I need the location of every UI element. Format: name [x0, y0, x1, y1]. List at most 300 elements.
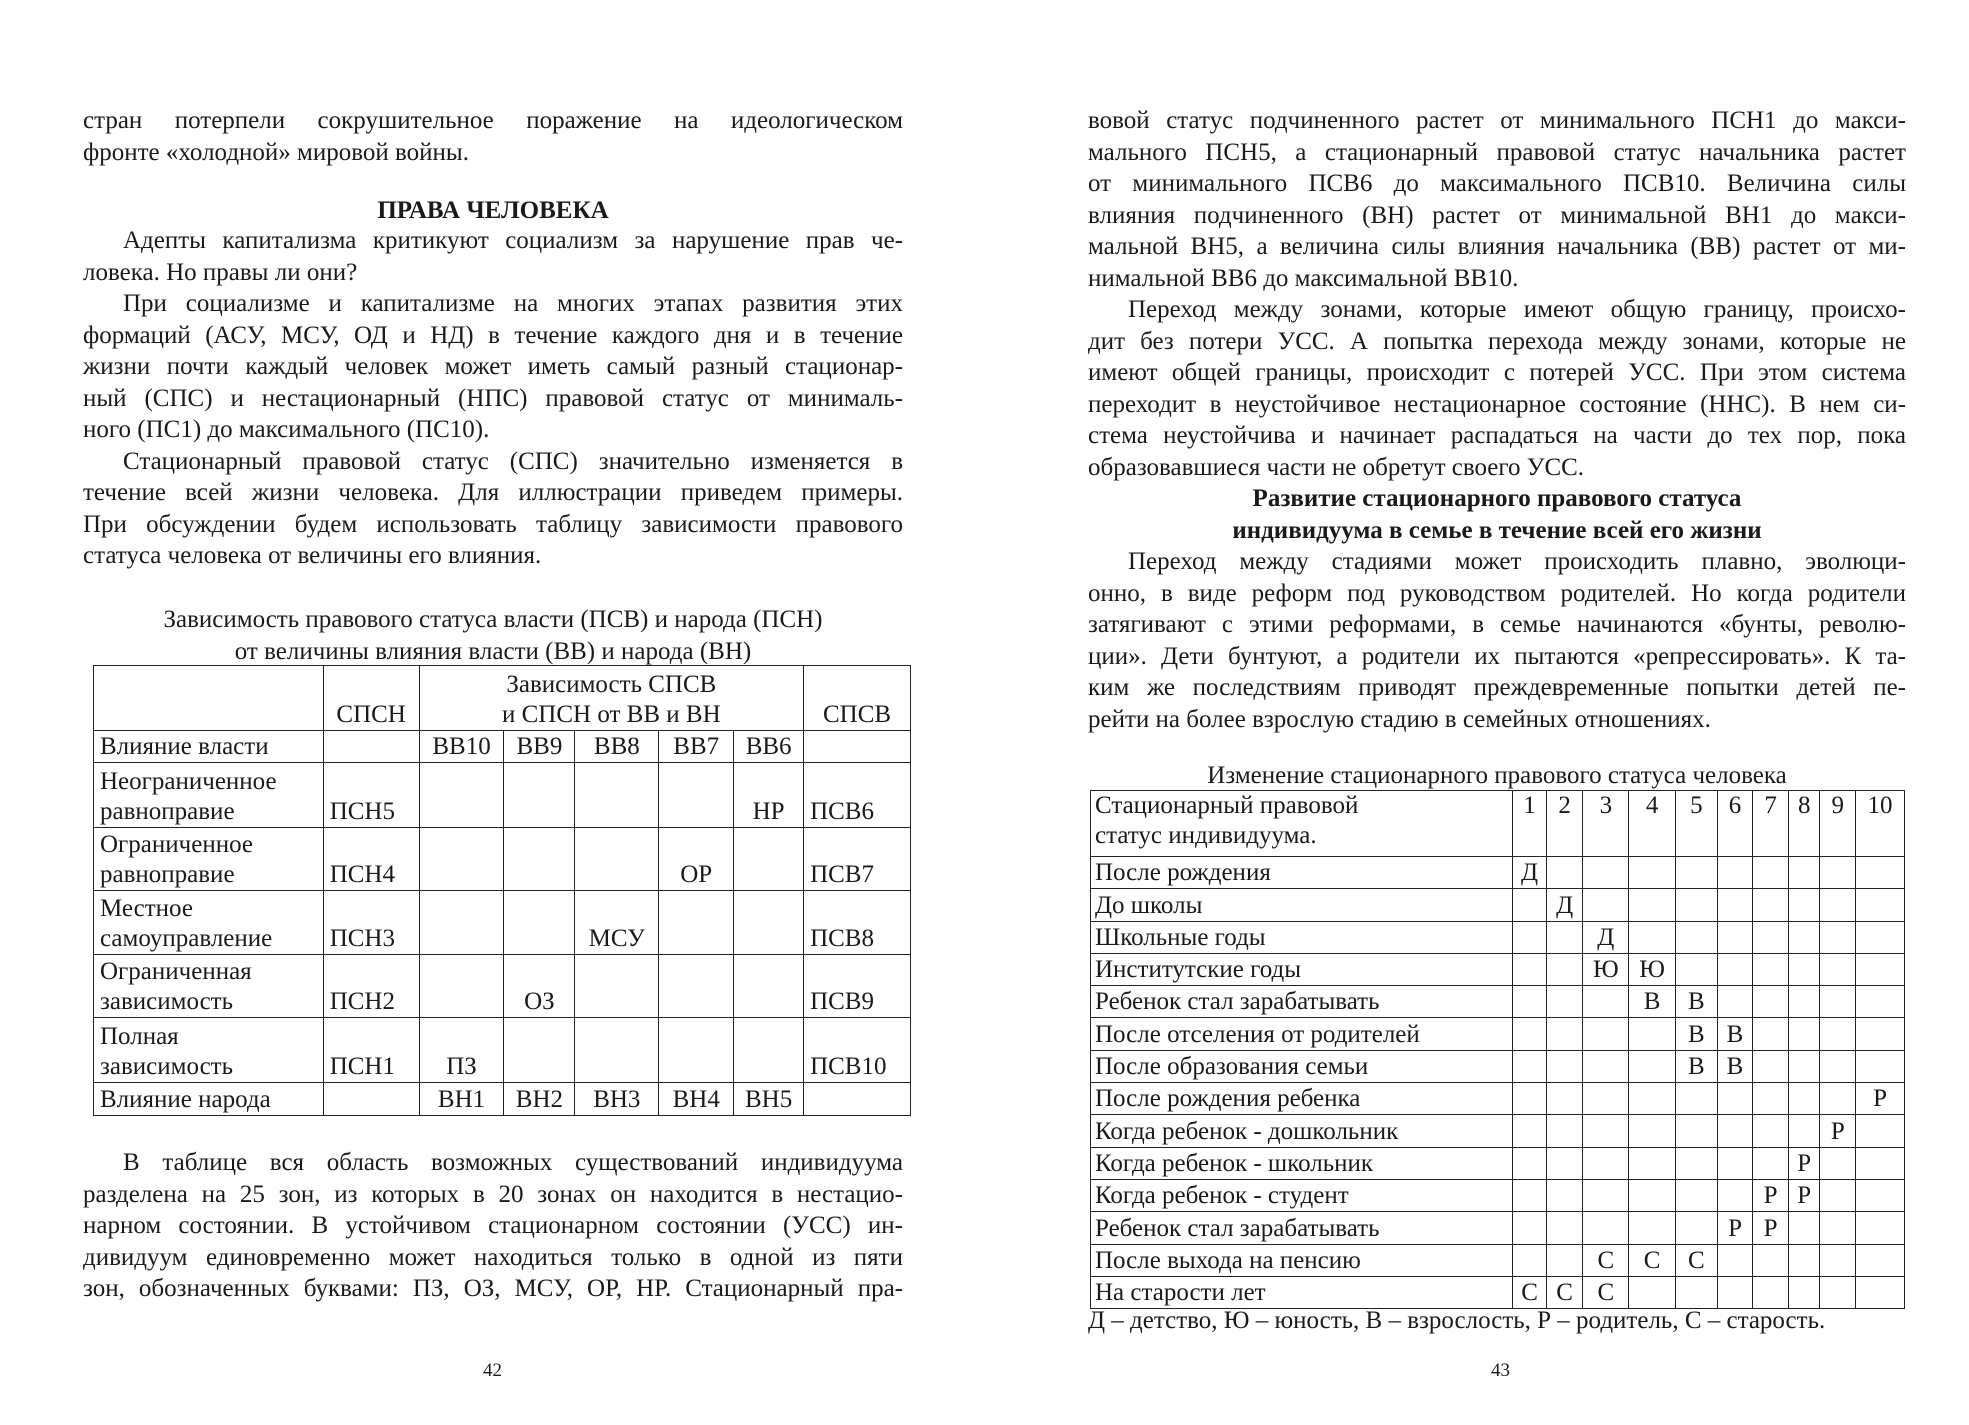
header-line: статус индивидуума.: [1095, 822, 1317, 849]
body-text: [83, 225, 903, 572]
table-cell: [1717, 986, 1753, 1018]
table-cell: С: [1546, 1276, 1583, 1308]
table-cell: [734, 1018, 804, 1083]
table-row: [1091, 857, 1905, 889]
table-cell: [1513, 1179, 1547, 1211]
table-cell: [504, 828, 575, 891]
table-cell: [1820, 921, 1856, 953]
table-cell: [1629, 889, 1676, 921]
text-line: статуса человека от величины его влияния.: [83, 542, 542, 569]
status-influence-table: [93, 665, 911, 1116]
table-cell: [419, 891, 504, 955]
table-cell: [659, 955, 734, 1018]
table-cell: [659, 1018, 734, 1083]
table-cell: [1546, 1115, 1583, 1147]
table-cell: [1629, 921, 1676, 953]
table-cell: ВН2: [504, 1083, 575, 1116]
row-label-cell: На старости лет: [1091, 1276, 1513, 1308]
row-label-line: равноправие: [100, 798, 235, 825]
table-cell: [1546, 1050, 1583, 1082]
table-cell: [419, 955, 504, 1018]
table-cell: [323, 731, 419, 763]
text-line: формаций (АСУ, МСУ, ОД и НД) в течение каждого дня и в течение: [83, 321, 903, 349]
table-cell: [1717, 1115, 1753, 1147]
table-row: [1091, 1115, 1905, 1147]
table-cell: В: [1676, 986, 1718, 1018]
table-header-row: [1091, 791, 1905, 857]
table-cell: ВН1: [419, 1083, 504, 1116]
table-cell: [1676, 921, 1718, 953]
table-row: [1091, 889, 1905, 921]
text-line: Развитие стационарного правового статуса: [1252, 485, 1742, 512]
table-cell: [1676, 1147, 1718, 1179]
text-line: переходит в неустойчивое нестационарное состояние (ННС). В нем си-: [1088, 390, 1906, 418]
table-row: [1091, 986, 1905, 1018]
table-cell: [1717, 953, 1753, 985]
table-cell: [1513, 1115, 1547, 1147]
text-line: фронте «холодной» мировой войны.: [83, 138, 469, 166]
table-cell: [323, 1083, 419, 1116]
column-header: 10: [1856, 791, 1905, 857]
row-label-cell: [94, 891, 324, 955]
table-cell: [1676, 857, 1718, 889]
table-cell: [504, 891, 575, 955]
table-cell: [1788, 857, 1820, 889]
table-cell: [1546, 953, 1583, 985]
row-label-cell: [94, 1018, 324, 1083]
text-line: ного (ПС1) до максимального (ПС10).: [83, 416, 490, 443]
row-label-cell: До школы: [1091, 889, 1513, 921]
table-cell: [1583, 1018, 1629, 1050]
table-cell: [1676, 953, 1718, 985]
table-caption: [1088, 760, 1906, 792]
table-cell: ПСН4: [323, 828, 419, 891]
table-cell: Д: [1513, 857, 1547, 889]
row-label-cell: Когда ребенок - студент: [1091, 1179, 1513, 1211]
table-cell: [1856, 1147, 1905, 1179]
table-cell: [1513, 1147, 1547, 1179]
table-cell: [1753, 1115, 1789, 1147]
table-cell: [1820, 1179, 1856, 1211]
table-row: [94, 1018, 911, 1083]
table-row: [94, 891, 911, 955]
table-cell: [1513, 921, 1547, 953]
table-cell: [804, 1083, 911, 1116]
row-label-cell: [94, 763, 324, 828]
table-cell: ПСН3: [323, 891, 419, 955]
table-cell: [1629, 857, 1676, 889]
table-row: [1091, 1147, 1905, 1179]
table-cell: [1676, 889, 1718, 921]
table-cell: [1629, 1179, 1676, 1211]
text-line: Переход между стадиями может происходить плавно, эволюци-: [1128, 548, 1906, 575]
table-cell: НР: [734, 763, 804, 828]
table-cell: [1820, 1244, 1856, 1276]
table-cell: ПСВ6: [804, 763, 911, 828]
table-row: [1091, 1179, 1905, 1211]
intro-text: [83, 105, 903, 168]
row-label-line: Ограниченная: [100, 958, 252, 985]
text-line: зон, обозначенных буквами: ПЗ, ОЗ, МСУ, ОР, НР. Стационарный пра-: [83, 1275, 903, 1302]
table-cell: ОР: [659, 828, 734, 891]
table-cell: [1629, 1115, 1676, 1147]
text-line: Адепты капитализма критикуют социализм за нарушение прав че-: [123, 227, 903, 254]
table-cell: [1546, 857, 1583, 889]
row-label-cell: Ребенок стал зарабатывать: [1091, 986, 1513, 1018]
table-cell: [1583, 1050, 1629, 1082]
table-cell: [1583, 1212, 1629, 1244]
table-row: [1091, 921, 1905, 953]
table-cell: [1820, 1083, 1856, 1115]
text-line: ный (СПС) и нестационарный (НПС) правовой статус от минималь-: [83, 384, 903, 412]
text-line: рейти на более взрослую стадию в семейных отношениях.: [1088, 705, 1711, 733]
table-cell: [1546, 1244, 1583, 1276]
table-cell: [504, 763, 575, 828]
text-line: Стационарный правовой статус (СПС) значительно изменяется в: [123, 447, 903, 475]
text-line: течение всей жизни человека. Для иллюстрации приведем примеры.: [83, 479, 903, 506]
right-page: [985, 0, 1969, 1425]
table-cell: [1820, 1276, 1856, 1308]
table-row: [1091, 1244, 1905, 1276]
table-cell: [1820, 889, 1856, 921]
table-cell: ПСН1: [323, 1018, 419, 1083]
text-line: затягивают с этими реформами, в семье начинаются «бунты, револю-: [1088, 611, 1906, 638]
table-cell: [1583, 1115, 1629, 1147]
table-cell: [1513, 1018, 1547, 1050]
table-cell: [1676, 1083, 1718, 1115]
text-line: стема неустойчива и начинает распадаться на части до тех пор, пока: [1088, 422, 1906, 449]
table-cell: [1788, 889, 1820, 921]
table-cell: ВВ7: [659, 731, 734, 763]
table-cell: [1583, 1147, 1629, 1179]
table-cell: [504, 1018, 575, 1083]
table-cell: [1676, 1179, 1718, 1211]
table-cell: [1583, 1179, 1629, 1211]
table-row: [94, 955, 911, 1018]
table-cell: [1820, 1212, 1856, 1244]
table-cell: С: [1629, 1244, 1676, 1276]
table-cell: [1788, 1083, 1820, 1115]
table-cell: ВН3: [575, 1083, 659, 1116]
table-cell: [419, 763, 504, 828]
table-cell: Р: [1856, 1083, 1905, 1115]
table-cell: [659, 763, 734, 828]
header-line: и СПСН от ВВ и ВН: [502, 701, 721, 728]
table-legend: [1088, 1305, 1908, 1337]
row-label-cell: Институтские годы: [1091, 953, 1513, 985]
row-label-line: зависимость: [100, 1053, 233, 1080]
column-header: 4: [1629, 791, 1676, 857]
table-cell: [1856, 1244, 1905, 1276]
table-cell: [1753, 1244, 1789, 1276]
row-label-cell: Школьные годы: [1091, 921, 1513, 953]
column-header: 2: [1546, 791, 1583, 857]
table-cell: [1788, 953, 1820, 985]
column-header: 1: [1513, 791, 1547, 857]
text-line: Переход между зонами, которые имеют общую границу, происхо-: [1128, 296, 1906, 323]
row-label-cell: [94, 828, 324, 891]
table-cell: Р: [1788, 1179, 1820, 1211]
table-cell: [1676, 1212, 1718, 1244]
table-row: [1091, 1083, 1905, 1115]
row-label-line: зависимость: [100, 988, 233, 1015]
table-cell: [1676, 1276, 1718, 1308]
row-label-line: Ограниченное: [100, 831, 253, 858]
table-cell: С: [1583, 1244, 1629, 1276]
header-label-cell: [1091, 791, 1513, 857]
table-cell: [1583, 1083, 1629, 1115]
table-cell: [1513, 986, 1547, 1018]
table-cell: С: [1513, 1276, 1547, 1308]
table-cell: [1856, 953, 1905, 985]
status-change-table: [1090, 790, 1905, 1309]
text-line: нарном состоянии. В устойчивом стационарном состоянии (УСС) ин-: [83, 1212, 903, 1239]
subheading: [1088, 483, 1906, 546]
table-cell: [1717, 1179, 1753, 1211]
text-line: дит без потери УСС. А попытка перехода между зонами, которые не: [1088, 327, 1906, 355]
table-cell: Р: [1717, 1212, 1753, 1244]
table-cell: [575, 763, 659, 828]
row-label-line: Неограниченное: [100, 768, 277, 795]
row-label-cell: [94, 731, 324, 763]
table-cell: Ю: [1629, 953, 1676, 985]
text-line: дивидуум единовременно может находиться только в одной из пяти: [83, 1243, 903, 1271]
table-row: [1091, 1276, 1905, 1308]
row-label-line: Влияние власти: [100, 733, 269, 760]
table-cell: ВВ8: [575, 731, 659, 763]
table-cell: [1753, 857, 1789, 889]
text-line: ции». Дети бунтуют, а родители их пытаются «репрессировать». К та-: [1088, 642, 1906, 670]
table-row: [94, 1083, 911, 1116]
table-cell: [1788, 921, 1820, 953]
row-label-line: Местное: [100, 895, 193, 922]
body-text: [1088, 105, 1906, 735]
table-cell: [1856, 1179, 1905, 1211]
table-cell: [1820, 1018, 1856, 1050]
table-cell: В: [1676, 1050, 1718, 1082]
column-header: 5: [1676, 791, 1718, 857]
table-cell: [1753, 986, 1789, 1018]
table-cell: [1788, 1115, 1820, 1147]
table-cell: [1629, 1018, 1676, 1050]
table-cell: [1629, 1212, 1676, 1244]
table-cell: [1788, 1244, 1820, 1276]
text-line: индивидуума в семье в течение всей его жизни: [1232, 516, 1762, 544]
text-line: стран потерпели сокрушительное поражение на идеологическом: [83, 107, 903, 134]
table-cell: [1753, 1147, 1789, 1179]
table-row: [1091, 953, 1905, 985]
text-line: онно, в виде реформ под руководством родителей. Но когда родители: [1088, 579, 1906, 607]
table-cell: [1753, 921, 1789, 953]
table-cell: С: [1583, 1276, 1629, 1308]
table-cell: [1717, 889, 1753, 921]
table-cell: [1820, 1050, 1856, 1082]
table-cell: [1788, 986, 1820, 1018]
table-cell: [1753, 1276, 1789, 1308]
text-line: В таблице вся область возможных существований индивидуума: [123, 1149, 903, 1176]
table-cell: Р: [1753, 1212, 1789, 1244]
table-cell: [575, 828, 659, 891]
text-line: разделена на 25 зон, из которых в 20 зонах он находится в нестацио-: [83, 1180, 903, 1208]
page-number: 43: [1491, 1360, 1510, 1381]
table-cell: ПСВ7: [804, 828, 911, 891]
table-cell: [1717, 921, 1753, 953]
table-header-row: [94, 666, 911, 731]
legend-text: Д – детство, Ю – юность, В – взрослость, Р – родитель, С – старость.: [1088, 1307, 1826, 1334]
table-cell: ВВ10: [419, 731, 504, 763]
column-header: 7: [1753, 791, 1789, 857]
table-cell: [1513, 1244, 1547, 1276]
table-cell: [1820, 953, 1856, 985]
row-label-cell: Когда ребенок - школьник: [1091, 1147, 1513, 1179]
column-header: 8: [1788, 791, 1820, 857]
table-cell: [1717, 1083, 1753, 1115]
table-row: [94, 828, 911, 891]
column-header: 6: [1717, 791, 1753, 857]
text-line: нимальной ВВ6 до максимальной ВВ10.: [1088, 264, 1519, 292]
table-cell: [1629, 1147, 1676, 1179]
table-cell: [1513, 953, 1547, 985]
table-cell: [1629, 1050, 1676, 1082]
text-line: ким же последствиям приводят преждевременные попытки детей пе-: [1088, 674, 1906, 701]
table-cell: [1856, 1018, 1905, 1050]
row-label-cell: После выхода на пенсию: [1091, 1244, 1513, 1276]
table-cell: [1513, 1050, 1547, 1082]
table-cell: [1856, 857, 1905, 889]
text-line: При обсуждении будем использовать таблицу зависимости правового: [83, 510, 903, 538]
table-cell: [1546, 1147, 1583, 1179]
table-cell: [1856, 921, 1905, 953]
table-row: [94, 731, 911, 763]
table-cell: [734, 955, 804, 1018]
table-cell: [1546, 921, 1583, 953]
body-text-after-table: [83, 1147, 903, 1305]
header-line: Зависимость СПСВ: [506, 671, 717, 698]
table-cell: [1546, 986, 1583, 1018]
table-cell: В: [1717, 1018, 1753, 1050]
text-line: мального ПСН5, а стационарный правовой статус начальника растет: [1088, 138, 1906, 166]
table-cell: [1856, 986, 1905, 1018]
row-label-cell: После рождения ребенка: [1091, 1083, 1513, 1115]
text-line: ловека. Но правы ли они?: [83, 258, 358, 286]
table-cell: [1546, 1018, 1583, 1050]
table-cell: [1753, 889, 1789, 921]
row-label-cell: Когда ребенок - дошкольник: [1091, 1115, 1513, 1147]
table-row: [1091, 1018, 1905, 1050]
table-cell: [1629, 1083, 1676, 1115]
header-cell: СПСВ: [804, 666, 911, 731]
table-cell: С: [1676, 1244, 1718, 1276]
table-cell: В: [1676, 1018, 1718, 1050]
row-label-cell: [94, 955, 324, 1018]
table-cell: [1583, 857, 1629, 889]
table-cell: [1788, 1018, 1820, 1050]
table-cell: Д: [1546, 889, 1583, 921]
table-cell: ПСВ9: [804, 955, 911, 1018]
table-cell: [1856, 1276, 1905, 1308]
column-header: 9: [1820, 791, 1856, 857]
table-cell: Ю: [1583, 953, 1629, 985]
table-cell: В: [1629, 986, 1676, 1018]
table-cell: [1788, 1276, 1820, 1308]
row-label-line: самоуправление: [100, 925, 273, 952]
header-cell: СПСН: [323, 666, 419, 731]
text-line: вовой статус подчиненного растет от минимального ПСН1 до макси-: [1088, 107, 1906, 134]
column-header: 3: [1583, 791, 1629, 857]
table-caption-text: Изменение стационарного правового статуса человека: [1207, 762, 1787, 789]
table-caption: [83, 604, 903, 667]
table-cell: ОЗ: [504, 955, 575, 1018]
heading-text: ПРАВА ЧЕЛОВЕКА: [377, 197, 609, 224]
header-cell-merged: [419, 666, 804, 731]
table-cell: [1820, 857, 1856, 889]
table-cell: ВН5: [734, 1083, 804, 1116]
text-line: от минимального ПСВ6 до максимального ПСВ10. Величина силы: [1088, 170, 1906, 197]
section-heading: [83, 195, 903, 227]
table-cell: [734, 891, 804, 955]
table-cell: Р: [1820, 1115, 1856, 1147]
table-cell: МСУ: [575, 891, 659, 955]
table-cell: ПСВ10: [804, 1018, 911, 1083]
table-cell: [1717, 1276, 1753, 1308]
table-cell: [1788, 1050, 1820, 1082]
table-cell: [575, 1018, 659, 1083]
table-cell: ВН4: [659, 1083, 734, 1116]
row-label-line: Полная: [100, 1023, 179, 1050]
row-label-cell: После рождения: [1091, 857, 1513, 889]
text-line: влияния подчиненного (ВН) растет от минимальной ВН1 до макси-: [1088, 201, 1906, 229]
table-cell: [1513, 889, 1547, 921]
table-cell: [1717, 1147, 1753, 1179]
table-cell: Р: [1753, 1179, 1789, 1211]
table-cell: [1513, 1083, 1547, 1115]
table-cell: Р: [1788, 1147, 1820, 1179]
row-label-cell: [94, 1083, 324, 1116]
table-cell: [1583, 986, 1629, 1018]
table-cell: [1629, 1276, 1676, 1308]
table-cell: [804, 731, 911, 763]
table-cell: [1820, 1147, 1856, 1179]
text-line: жизни почти каждый человек может иметь самый разный стационар-: [83, 353, 903, 380]
table-cell: [1753, 1050, 1789, 1082]
text-line: от величины влияния власти (ВВ) и народа (ВН): [234, 637, 752, 665]
table-cell: [1856, 1050, 1905, 1082]
text-line: имеют общей границы, происходит с потерей УСС. При этом система: [1088, 359, 1906, 386]
row-label-cell: После образования семьи: [1091, 1050, 1513, 1082]
table-row: [1091, 1050, 1905, 1082]
page-number: 42: [483, 1360, 502, 1381]
table-cell: [1717, 1244, 1753, 1276]
table-cell: ВВ9: [504, 731, 575, 763]
table-cell: [1753, 953, 1789, 985]
table-cell: [419, 828, 504, 891]
header-empty-cell: [94, 666, 324, 731]
table-cell: В: [1717, 1050, 1753, 1082]
table-cell: [1717, 857, 1753, 889]
table-cell: [734, 828, 804, 891]
table-cell: [1820, 986, 1856, 1018]
table-cell: [1583, 889, 1629, 921]
header-line: Стационарный правовой: [1095, 792, 1359, 819]
table-cell: [1753, 1083, 1789, 1115]
table-cell: [1546, 1083, 1583, 1115]
text-line: мальной ВН5, а величина силы влияния начальника (ВВ) растет от ми-: [1088, 233, 1906, 260]
text-line: Зависимость правового статуса власти (ПСВ) и народа (ПСН): [163, 606, 823, 633]
table-cell: [1788, 1212, 1820, 1244]
table-cell: [1856, 1212, 1905, 1244]
row-label-line: Влияние народа: [100, 1086, 271, 1113]
table-cell: ПСН2: [323, 955, 419, 1018]
